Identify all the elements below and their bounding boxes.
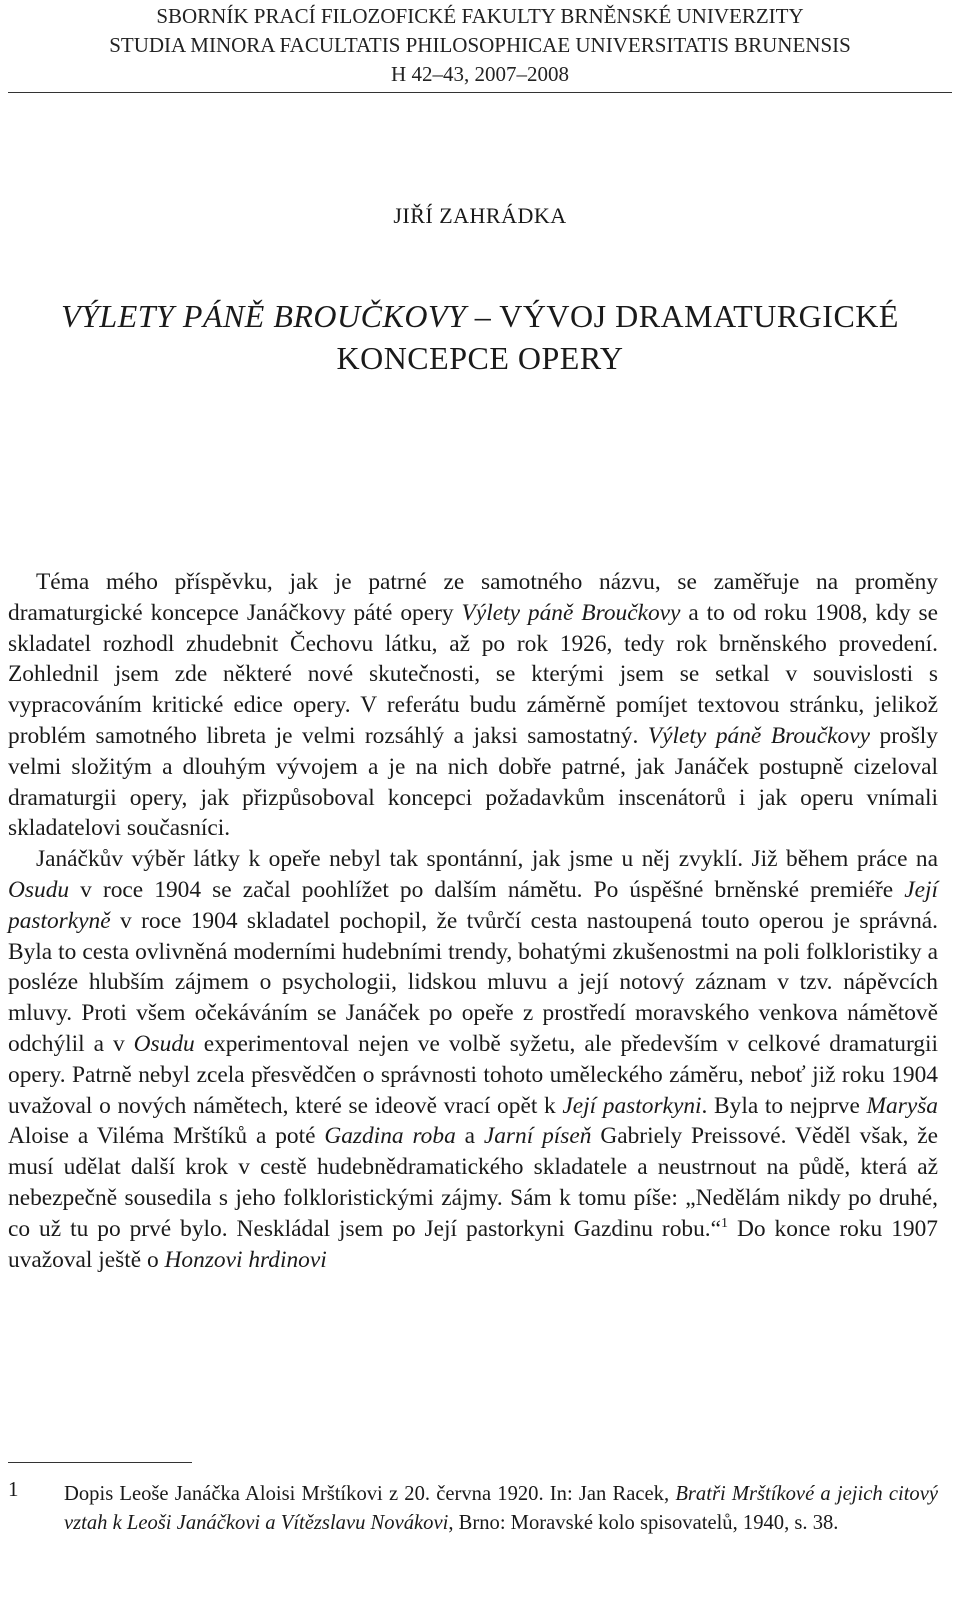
text-run: Aloise a Viléma Mrštíků a poté [8, 1123, 325, 1150]
work-title: Honzovi hrdinovi [164, 1246, 327, 1273]
work-title: Gazdina roba [324, 1123, 456, 1150]
footnote-text [64, 1480, 938, 1538]
text-run: v roce 1904 skladatel pochopil, že tvůrčí cesta nastoupená touto operou je správná. Byla to cesta ovlivněná moderními hudebními trendy, bohatými zkušenostmi na poli folkloristiky a posléze hlubším zájmem o psychologii, lidskou mluvu a její notový záznam v tzv. nápěvcích mluvy. Proti všem očekáváním se Janáček po opeře z prostředí moravského venkova námětově odchýlil a v [8, 907, 938, 1057]
journal-name-latin: STUDIA MINORA FACULTATIS PHILOSOPHICAE UNIVERSITATIS BRUNENSIS [109, 33, 851, 57]
journal-header [0, 0, 960, 89]
title-italic-part: VÝLETY PÁNĚ BROUČKOVY [61, 298, 467, 334]
opera-title: Výlety páně Broučkovy [461, 599, 681, 626]
paragraph-2 [8, 844, 938, 1275]
text-run: v roce 1904 se začal poohlížet po dalším námětu. Po úspěšné brněnské premiéře [69, 876, 905, 903]
text-run: , Brno: Moravské kolo spisovatelů, 1940, s. 38. [448, 1511, 839, 1534]
footnote-reference: 1 [721, 1215, 729, 1231]
text-run: Téma mého příspěvku, jak je patrné ze samotného názvu, se zaměřuje na proměny dramaturgické koncepce Janáčkovy páté opery [8, 569, 938, 626]
text-run: experimentoval nejen ve volbě syžetu, ale především v celkové dramaturgii opery. Patrně nebyl zcela přesvědčen o správnosti tohoto uměleckého záměru, neboť již roku 1904 uvažoval o nových námětech, které se ideově vrací opět k [8, 1030, 939, 1119]
work-title: Jarní píseň [483, 1123, 592, 1150]
work-title: Maryša [866, 1092, 938, 1119]
book-title: Bratři Mrštíkové a jejich citový vztah k Leoši Janáčkovi a Vítězslavu Novákovi [64, 1483, 938, 1534]
title-line-2: KONCEPCE OPERY [336, 340, 624, 376]
text-run: . Byla to nejprve [701, 1092, 867, 1119]
text-run: a [455, 1123, 484, 1150]
text-run: Do konce roku 1907 uvažoval ještě o [8, 1215, 938, 1273]
text-run: a to od roku 1908, kdy se skladatel rozhodl zhudebnit Čechovu látku, až po rok 1926, tedy rok brněnského provedení. Zohlednil jsem zde některé nové skutečnosti, se kterými jsem se setkal v souvislosti s vypracováním kritické edice opery. V referátu budu záměrně pomíjet textovou stránku, jelikož problém samotného libreta je velmi rozsáhlý a jaksi samostatný. [8, 599, 938, 749]
text-run: prošly velmi složitým a dlouhým vývojem a je na nich dobře patrné, jak Janáček postupně cizeloval dramaturgii opery, jak přizpůsoboval koncepci požadavkům inscenátorů i jak operu vnímali skladatelovi současníci. [8, 722, 938, 842]
text-run: Dopis Leoše Janáčka Aloisi Mrštíkovi z 20. června 1920. In: Jan Racek, [64, 1483, 676, 1505]
text-run: Janáčkův výběr látky k opeře nebyl tak spontánní, jak jsme u něj zvyklí. Již během práce na [36, 846, 938, 873]
journal-name-czech: SBORNÍK PRACÍ FILOZOFICKÉ FAKULTY BRNĚNSKÉ UNIVERZITY [156, 4, 804, 28]
title-rest: – VÝVOJ DRAMATURGICKÉ [466, 298, 899, 334]
work-title: Její pastorkyni [562, 1092, 702, 1119]
footnote-number: 1 [8, 1477, 19, 1501]
work-title: Osudu [133, 1030, 195, 1057]
journal-volume: H 42–43, 2007–2008 [391, 62, 569, 86]
article-title [0, 295, 960, 379]
work-title: Osudu [8, 876, 70, 903]
article-body [8, 567, 938, 1275]
text-run: Gabriely Preissové. Věděl však, že musí udělat další krok v cestě hudebnědramatického skladatele a neustrnout na půdě, která až nebezpečně sousedila s jeho folkloristickými zájmy. Sám k tomu píše: „Nedělám nikdy po druhé, co už tu po prvé bylo. Neskládal jsem po Její pastorkyni Gazdinu robu.“ [8, 1123, 938, 1242]
paragraph-1 [8, 567, 938, 844]
footnote-divider [8, 1462, 192, 1463]
opera-title: Výlety páně Broučkovy [647, 722, 870, 749]
work-title: Její pastorkyně [8, 876, 938, 934]
header-divider [8, 92, 952, 93]
author-name: JIŘÍ ZAHRÁDKA [393, 203, 567, 228]
